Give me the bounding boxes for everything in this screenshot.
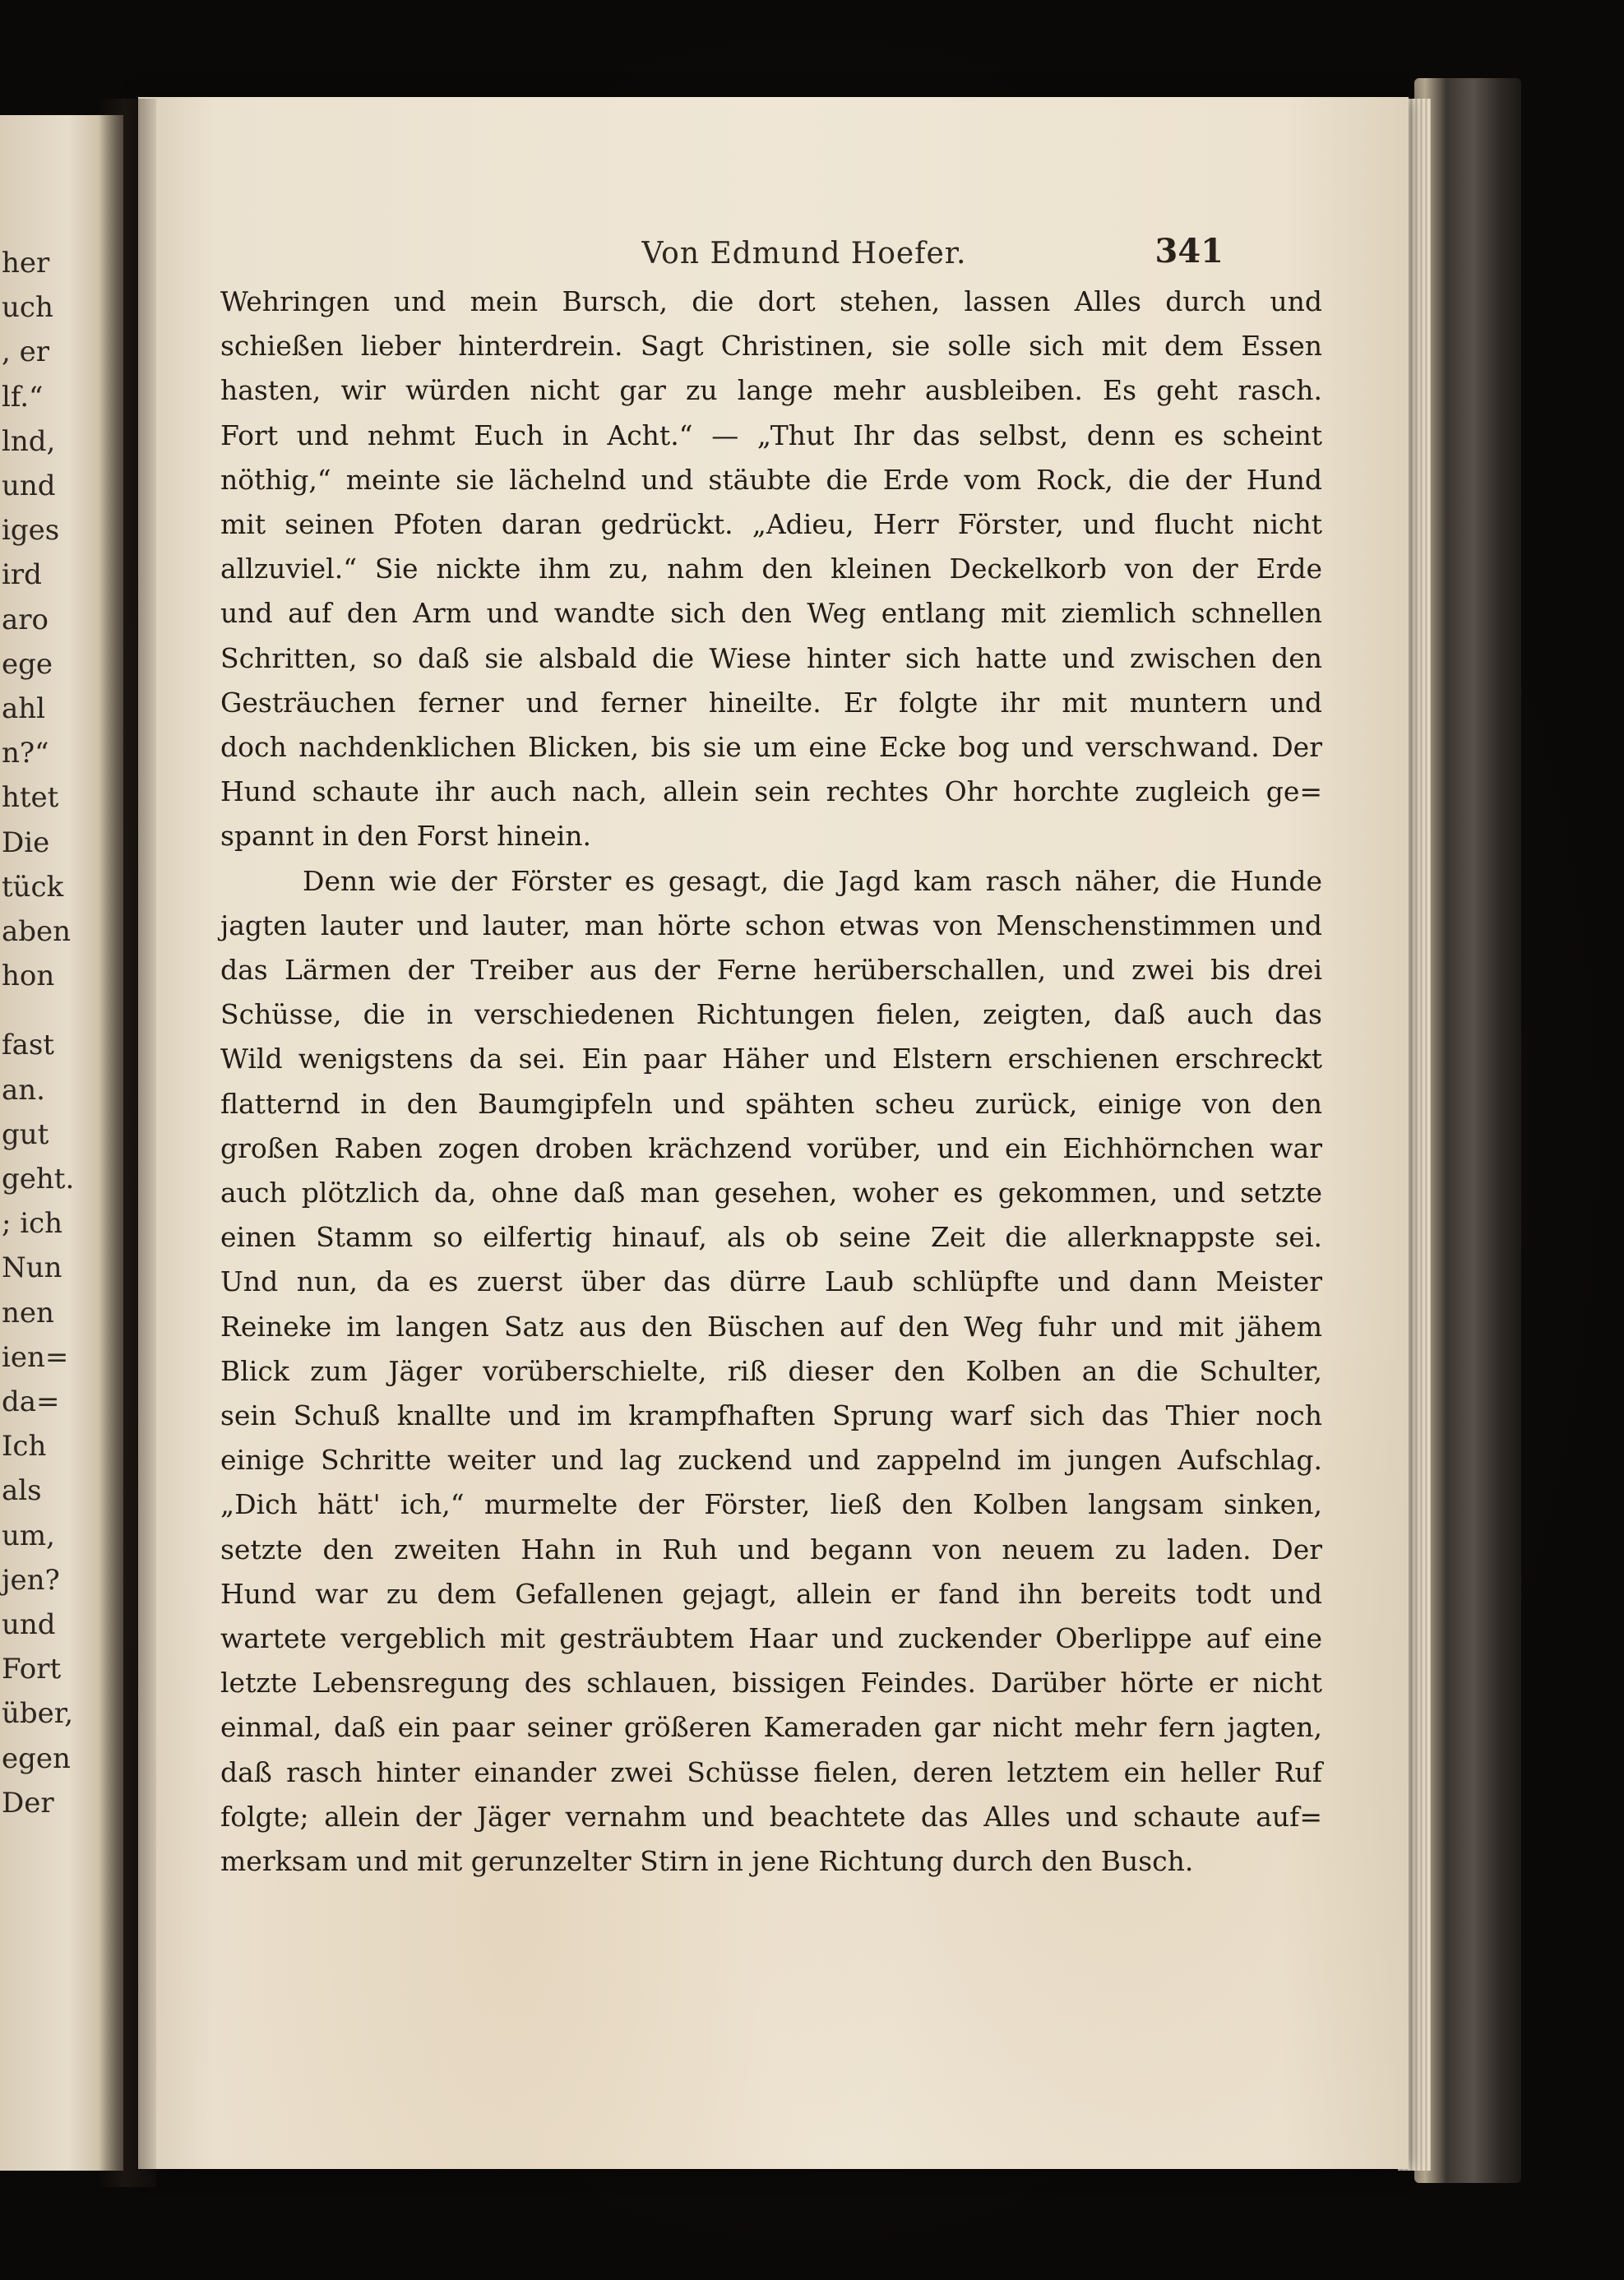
left-page-fragment: nen: [2, 1296, 54, 1330]
left-page-fragment: an.: [2, 1073, 45, 1107]
text-line: Gesträuchen ferner und ferner hineilte. Er folgte ihr mit muntern und: [220, 686, 1322, 719]
left-page-fragment: ien=: [2, 1340, 69, 1374]
text-line: einen Stamm so eilfertig hinauf, als ob seine Zeit die allerknappste sei.: [220, 1221, 1322, 1254]
left-page-fragment: aben: [2, 915, 72, 948]
text-line: Reineke im langen Satz aus den Büschen auf den Weg fuhr und mit jähem: [220, 1310, 1322, 1343]
left-page-fragment: Nun: [2, 1251, 62, 1285]
text-line: Hund war zu dem Gefallenen gejagt, allein er fand ihn bereits todt und: [220, 1577, 1322, 1610]
page-header: [138, 232, 1409, 286]
gutter-shadow: [99, 99, 156, 2187]
left-page-fragment: Fort: [2, 1653, 62, 1686]
text-line: das Lärmen der Treiber aus der Ferne herüberschallen, und zwei bis drei: [220, 954, 1322, 986]
text-line: spannt in den Forst hinein.: [220, 820, 591, 853]
text-line: jagten lauter und lauter, man hörte schon etwas von Menschenstimmen und: [220, 909, 1322, 941]
left-page-fragment: Der: [2, 1786, 54, 1820]
left-page-fragment: egen: [2, 1741, 71, 1775]
left-page-fragment: htet: [2, 781, 59, 815]
left-page-fragment: uch: [2, 291, 53, 325]
text-line: Wehringen und mein Bursch, die dort stehen, lassen Alles durch und: [220, 285, 1322, 317]
left-page-fragment: ; ich: [2, 1207, 63, 1241]
left-page-fragment: her: [2, 247, 50, 280]
text-line: mit seinen Pfoten daran gedrückt. „Adieu, Herr Förster, und flucht nicht: [220, 508, 1322, 540]
left-page-fragment: aro: [2, 603, 49, 636]
left-page-fragment: tück: [2, 870, 64, 904]
text-line: Und nun, da es zuerst über das dürre Laub schlüpfte und dann Meister: [220, 1265, 1322, 1298]
text-line: merksam und mit gerunzelter Stirn in jene Richtung durch den Busch.: [220, 1845, 1194, 1877]
left-page-fragment: n?“: [2, 737, 49, 770]
left-page-fragment: und: [2, 1608, 56, 1641]
left-page-fragment: ege: [2, 647, 53, 681]
left-page-fragment: hon: [2, 960, 55, 993]
text-line: letzte Lebensregung des schlauen, bissigen Feindes. Darüber hörte er nicht: [220, 1667, 1322, 1700]
text-line: einige Schritte weiter und lag zuckend und zappelnd im jungen Aufschlag.: [220, 1444, 1322, 1477]
left-page-fragment: jen?: [2, 1563, 60, 1597]
book-page: [138, 97, 1409, 2169]
left-page-fragment: lf.“: [2, 380, 44, 414]
left-page-fragment: iges: [2, 514, 60, 548]
text-line: auch plötzlich da, ohne daß man gesehen, woher es gekommen, und setzte: [220, 1177, 1322, 1209]
page-number: 341: [1154, 232, 1224, 271]
left-page-fragment: geht.: [2, 1163, 75, 1195]
left-page-fragment: um,: [2, 1519, 55, 1552]
left-page-fragment: ird: [2, 558, 42, 592]
text-line: sein Schuß knallte und im krampfhaften Sprung warf sich das Thier noch: [220, 1399, 1322, 1431]
text-line: wartete vergeblich mit gesträubtem Haar und zuckender Oberlippe auf eine: [220, 1622, 1322, 1654]
text-line: einmal, daß ein paar seiner größeren Kameraden gar nicht mehr fern jagten,: [220, 1711, 1322, 1744]
text-line: Schüsse, die in verschiedenen Richtungen fielen, zeigten, daß auch das: [220, 998, 1322, 1031]
text-line: doch nachdenklichen Blicken, bis sie um eine Ecke bog und verschwand. Der: [220, 731, 1322, 763]
text-line: schießen lieber hinterdrein. Sagt Christinen, sie solle sich mit dem Essen: [220, 330, 1322, 363]
text-line: Denn wie der Förster es gesagt, die Jagd kam rasch näher, die Hunde: [303, 864, 1322, 897]
text-line: hasten, wir würden nicht gar zu lange mehr ausbleiben. Es geht rasch.: [220, 374, 1322, 407]
text-line: „Dich hätt' ich,“ murmelte der Förster, ließ den Kolben langsam sinken,: [220, 1488, 1322, 1521]
left-page-fragment: lnd,: [2, 424, 56, 458]
text-line: nöthig,“ meinte sie lächelnd und stäubte die Erde vom Rock, die der Hund: [220, 463, 1322, 496]
text-line: Hund schaute ihr auch nach, allein sein rechtes Ohr horchte zugleich ge=: [220, 775, 1322, 808]
text-line: folgte; allein der Jäger vernahm und beachtete das Alles und schaute auf=: [220, 1800, 1322, 1833]
left-page-fragment: da=: [2, 1385, 60, 1418]
left-page-fragment: gut: [2, 1117, 49, 1151]
text-line: flatternd in den Baumgipfeln und spähten scheu zurück, einige von den: [220, 1087, 1322, 1120]
text-line: setzte den zweiten Hahn in Ruh und begann von neuem zu laden. Der: [220, 1533, 1322, 1565]
text-line: großen Raben zogen droben krächzend vorüber, und ein Eichhörnchen war: [220, 1131, 1322, 1164]
left-page-fragment: und: [2, 469, 56, 502]
left-page-fragment: ahl: [2, 692, 46, 725]
text-line: allzuviel.“ Sie nickte ihm zu, nahm den kleinen Deckelkorb von der Erde: [220, 553, 1322, 585]
text-line: Schritten, so daß sie alsbald die Wiese hinter sich hatte und zwischen den: [220, 641, 1322, 674]
left-page-fragment: Ich: [2, 1430, 47, 1464]
left-page-fragment: , er: [2, 335, 49, 369]
text-line: Wild wenigstens da sei. Ein paar Häher und Elstern erschienen erschreckt: [220, 1043, 1322, 1075]
left-page-fragment: über,: [2, 1697, 74, 1731]
text-line: daß rasch hinter einander zwei Schüsse fielen, deren letztem ein heller Ruf: [220, 1755, 1322, 1788]
text-line: und auf den Arm und wandte sich den Weg entlang mit ziemlich schnellen: [220, 597, 1322, 630]
running-head: Von Edmund Hoefer.: [641, 237, 967, 271]
left-page-fragment: Die: [2, 826, 50, 859]
text-line: Blick zum Jäger vorüberschielte, riß dieser den Kolben an die Schulter,: [220, 1354, 1322, 1387]
left-page-fragment: als: [2, 1474, 42, 1508]
left-page-fragment: fast: [2, 1029, 54, 1062]
text-line: Fort und nehmt Euch in Acht.“ — „Thut Ihr das selbst, denn es scheint: [220, 419, 1322, 451]
